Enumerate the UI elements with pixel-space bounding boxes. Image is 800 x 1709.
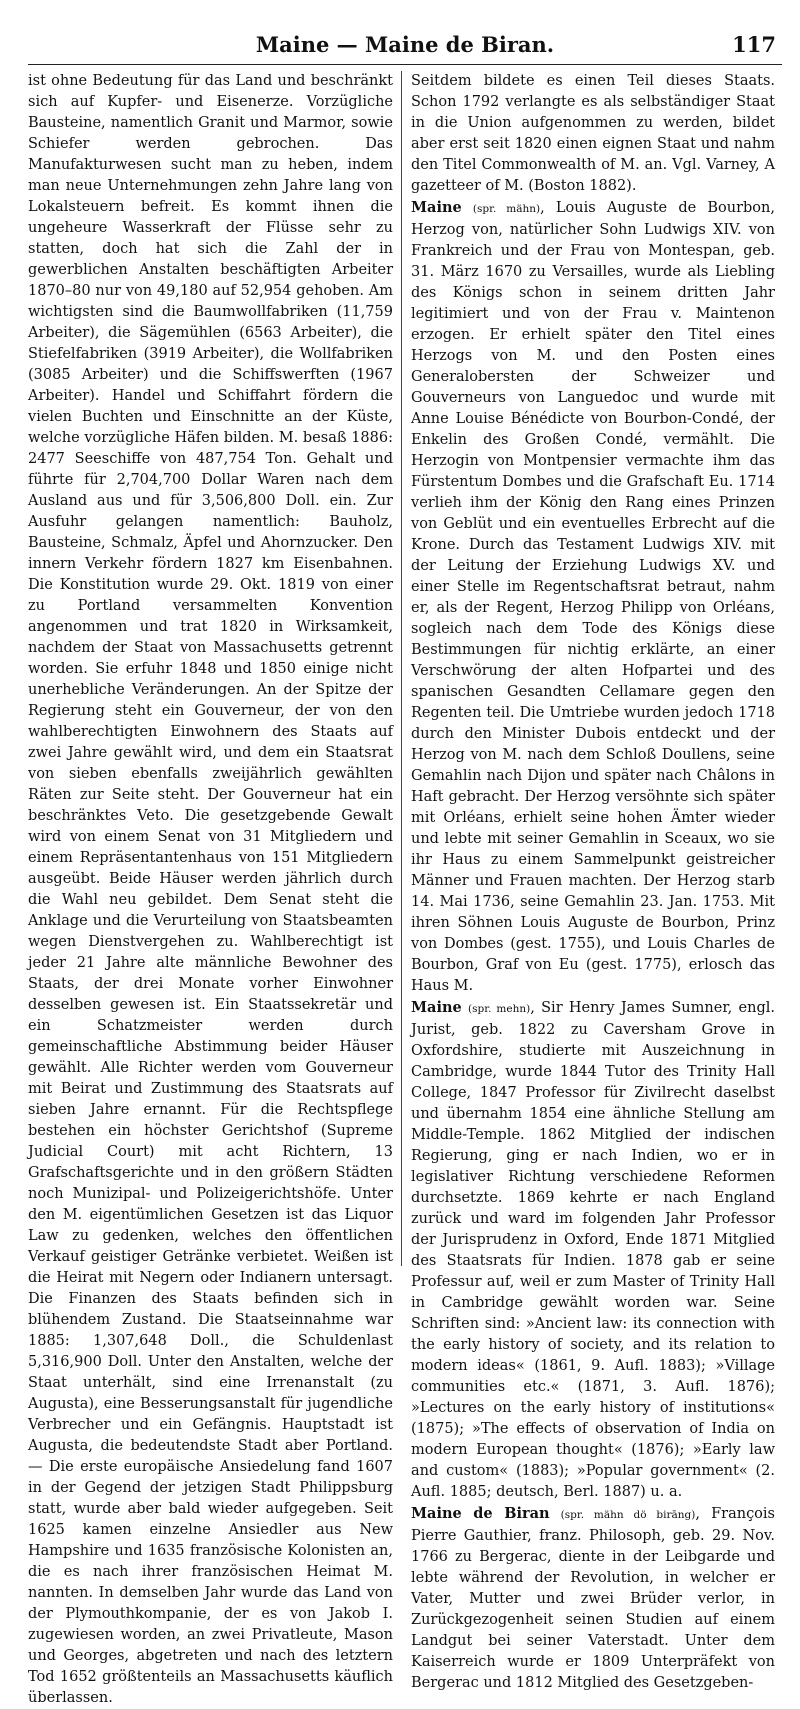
- paragraph-maine-state-end: Seitdem bildete es einen Teil dieses Staats. Schon 1792 verlangte es als selbständiger Staat in die Union aufgenommen zu werden, bildet aber erst seit 1820 einen eignen Staat und nahm den Titel Commonwealth of M. an. Vgl. Varney, A gazetteer of M. (Boston 1882).: [411, 73, 775, 194]
- entry-pronunciation: (spr. mähn dö birāng): [560, 1509, 696, 1521]
- entry-text: , Sir Henry James Sumner, engl. Jurist, geb. 1822 zu Caversham Grove in Oxfordshire, studierte mit Auszeichnung in Cambridge, wurde 1844 Tutor des Trinity Hall College, 1847 Professor für Zivilrecht daselbst und übernahm 1854 eine ähnliche Stellung am Middle-Temple. 1862 Mitglied der indischen Regierung, ging er nach Indien, wo er in legislativer Richtung verschiedene Reformen durchsetzte. 1869 kehrte er nach England zurück und ward im folgenden Jahr Professor der Jurisprudenz in Oxford, Ende 1871 Mitglied des Staatsrats für Indien. 1878 gab er seine Professur auf, weil er zum Master of Trinity Hall in Cambridge gewählt worden war. Seine Schriften sind: »Ancient law: its connection with the early history of society, and its relation to modern ideas« (1861, 9. Aufl. 1883); »Village communities etc.« (1871, 3. Aufl. 1876); »Lectures on the early history of institutions« (1875); »The effects of observation of India on modern European thought« (1876); »Early law and custom« (1883); »Popular government« (2. Aufl. 1885; deutsch, Berl. 1887) u. a.: [411, 1000, 775, 1500]
- right-column: [402, 71, 775, 1691]
- text-columns: [28, 71, 782, 1706]
- page-header: [28, 28, 782, 65]
- entry-text: , François Pierre Gauthier, franz. Philosoph, geb. 29. Nov. 1766 zu Bergerac, diente in der Leibgarde und lebte während der Revolution, in welcher er Vater, Mutter und zwei Brüder verlor, in Zurückgezogenheit seinen Studien auf einem Landgut bei seiner Vaterstadt. Unter dem Kaiserreich wurde er 1809 Unterpräfekt von Bergerac und 1812 Mitglied des Gesetzgeben-: [411, 1506, 775, 1691]
- page-number: 117: [732, 32, 776, 57]
- entry-headword: Maine: [411, 999, 462, 1016]
- entry-pronunciation: (spr. mähn): [472, 203, 541, 215]
- entry-headword: Maine de Biran: [411, 1505, 550, 1522]
- entry-headword: Maine: [411, 199, 462, 216]
- entry-maine-henry-james-sumner: [411, 997, 775, 1503]
- running-title: Maine — Maine de Biran.: [255, 32, 555, 57]
- left-column: [28, 71, 401, 1706]
- entry-maine-de-biran: [411, 1503, 775, 1694]
- entry-text: , Louis Auguste de Bourbon, Herzog von, natürlicher Sohn Ludwigs XIV. von Frankreich und der Frau von Montespan, geb. 31. März 1670 zu Versailles, wurde als Liebling des Königs schon in seinem dritten Jahr legitimiert und von der Frau v. Maintenon erzogen. Er erhielt später den Titel eines Herzogs von M. und den Posten eines Generalobersten der Schweizer und Gouverneurs von Languedoc und wurde mit Anne Louise Bénédicte von Bourbon-Condé, der Enkelin des Großen Condé, vermählt. Die Herzogin von Montpensier vermachte ihm das Fürstentum Dombes und die Grafschaft Eu. 1714 verlieh ihm der König den Rang eines Prinzen von Geblüt und ein eventuelles Erbrecht auf die Krone. Durch das Testament Ludwigs XIV. mit der Leitung der Erziehung Ludwigs XV. und einer Stelle im Regentschaftsrat betraut, nahm er, als der Regent, Herzog Philipp von Orléans, sogleich nach dem Tode des Königs diese Bestimmungen für nichtig erklärte, an einer Verschwörung der alten Hofpartei und des spanischen Gesandten Cellamare gegen den Regenten teil. Die Umtriebe wurden jedoch 1718 durch den Minister Dubois entdeckt und der Herzog von M. nach dem Schloß Doullens, seine Gemahlin nach Dijon und später nach Châlons in Haft gebracht. Der Herzog versöhnte sich später mit Orléans, erhielt seine hohen Ämter wieder und lebte mit seiner Gemahlin in Sceaux, wo sie ihr Haus zu einem Sammelpunkt geistreicher Männer und Frauen machten. Der Herzog starb 14. Mai 1736, seine Gemahlin 23. Jan. 1753. Mit ihren Söhnen Louis Auguste de Bourbon, Prinz von Dombes (gest. 1755), und Louis Charles de Bourbon, Graf von Eu (gest. 1775), erlosch das Haus M.: [411, 200, 775, 994]
- entry-maine-louis-auguste: [411, 197, 775, 997]
- entry-pronunciation: (spr. mehn): [468, 1003, 531, 1015]
- paragraph-maine-state-continued: ist ohne Bedeutung für das Land und beschränkt sich auf Kupfer- und Eisenerze. Vorzügliche Bausteine, namentlich Granit und Marmor, sowie Schiefer werden gebrochen. Das Manufakturwesen sucht man zu heben, indem man neue Unternehmungen zehn Jahre lang von Lokalsteuern befreit. Es kommt ihnen die ungeheure Wasserkraft der Flüsse sehr zu statten, doch hat sich die Zahl der in gewerblichen Anstalten beschäftigten Arbeiter 1870–80 nur von 49,180 auf 52,954 gehoben. Am wichtigsten sind die Baumwollfabriken (11,759 Arbeiter), die Sägemühlen (6563 Arbeiter), die Stiefelfabriken (3919 Arbeiter), die Wollfabriken (3085 Arbeiter) und die Schiffswerften (1967 Arbeiter). Handel und Schiffahrt fördern die vielen Buchten und Einschnitte an der Küste, welche vorzügliche Häfen bilden. M. besaß 1886: 2477 Seeschiffe von 487,754 Ton. Gehalt und führte für 2,704,700 Dollar Waren nach dem Ausland aus und für 3,506,800 Doll. ein. Zur Ausfuhr gelangen namentlich: Bauholz, Bausteine, Schmalz, Äpfel und Ahornzucker. Den innern Verkehr fördern 1827 km Eisenbahnen. Die Konstitution wurde 29. Okt. 1819 von einer zu Portland versammelten Konvention angenommen und trat 1820 in Wirksamkeit, nachdem der Staat von Massachusetts getrennt worden. Sie erfuhr 1848 und 1850 einige nicht unerhebliche Veränderungen. An der Spitze der Regierung steht ein Gouverneur, der von den wahlberechtigten Einwohnern des Staats auf zwei Jahre gewählt wird, und dem ein Staatsrat von sieben ebenfalls zweijährlich gewählten Räten zur Seite steht. Der Gouverneur hat ein beschränktes Veto. Die gesetzgebende Gewalt wird von einem Senat von 31 Mitgliedern und einem Repräsentantenhaus von 151 Mitgliedern ausgeübt. Beide Häuser werden jährlich durch die Wahl neu gebildet. Dem Senat steht die Anklage und die Verurteilung von Staatsbeamten wegen Dienstvergehen zu. Wahlberechtigt ist jeder 21 Jahre alte männliche Bewohner des Staats, der drei Monate vorher Einwohner desselben gewesen ist. Ein Staatssekretär und ein Schatzmeister werden durch gemeinschaftliche Abstimmung beider Häuser gewählt. Alle Richter werden vom Gouverneur mit Beirat und Zustimmung des Staatsrats auf sieben Jahre ernannt. Für die Rechtspflege bestehen ein höchster Gerichtshof (Supreme Judicial Court) mit acht Richtern, 13 Grafschaftsgerichte und in den größern Städten noch Munizipal- und Polizeigerichtshöfe. Unter den M. eigentümlichen Gesetzen ist das Liquor Law zu gedenken, welches den öffentlichen Verkauf geistiger Getränke verbietet. Weißen ist die Heirat mit Negern oder Indianern untersagt. Die Finanzen des Staats befinden sich in blühendem Zustand. Die Staatseinnahme war 1885: 1,307,648 Doll., die Schuldenlast 5,316,900 Doll. Unter den Anstalten, welche der Staat unterhält, sind eine Irrenanstalt (zu Augusta), eine Besserungsanstalt für jugendliche Verbrecher und ein Gefängnis. Hauptstadt ist Augusta, die bedeutendste Stadt aber Portland. — Die erste europäische Ansiedelung fand 1607 in der Gegend der jetzigen Stadt Philippsburg statt, wurde aber bald wieder aufgegeben. Seit 1625 kamen einzelne Ansiedler aus New Hampshire und 1635 französische Kolonisten an, die es nach ihrer französischen Heimat M. nannten. In demselben Jahr wurde das Land von der Plymouthkompanie, der es von Jakob I. zugewiesen worden, an zwei Privatleute, Mason und Georges, abgetreten und nach des letztern Tod 1652 größtenteils an Massachusetts käuflich überlassen.: [28, 73, 393, 1706]
